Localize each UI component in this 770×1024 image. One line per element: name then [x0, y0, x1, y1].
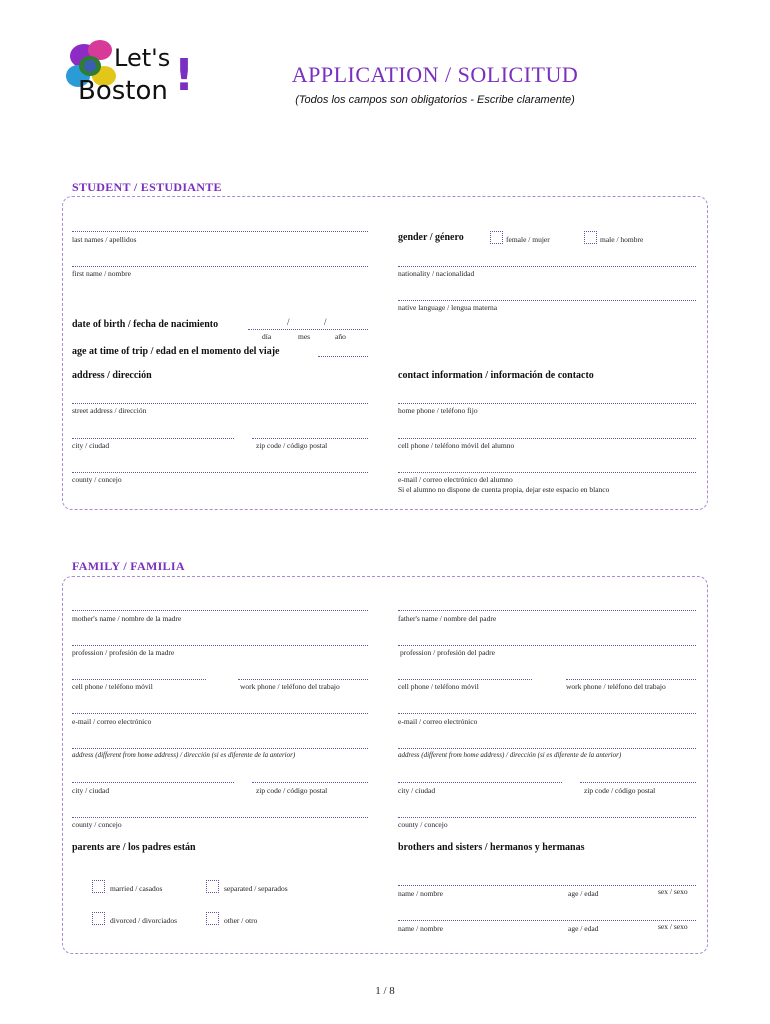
father-city-line[interactable] — [398, 782, 562, 783]
siblings-label: brothers and sisters / hermanos y hermanas — [398, 842, 585, 853]
mother-profession-label: profession / profesión de la madre — [72, 648, 175, 657]
mother-zip-line[interactable] — [252, 782, 368, 783]
nationality-label: nationality / nacionalidad — [398, 269, 475, 278]
dob-month: mes — [298, 332, 311, 341]
father-profession-label: profession / profesión del padre — [400, 648, 495, 657]
zip-label: zip code / código postal — [256, 441, 328, 450]
female-checkbox[interactable] — [490, 231, 503, 244]
separated-checkbox[interactable] — [206, 880, 219, 893]
mother-zip-label: zip code / código postal — [256, 786, 328, 795]
sibling2-name-label: name / nombre — [398, 924, 443, 933]
father-cell-label: cell phone / teléfono móvil — [398, 682, 479, 691]
father-cell-line[interactable] — [398, 679, 532, 680]
dob-sep-2: / — [324, 317, 327, 327]
female-label: female / mujer — [506, 235, 550, 244]
father-name-label: father's name / nombre del padre — [398, 614, 497, 623]
email-student-label: e-mail / correo electrónico del alumno — [398, 475, 513, 484]
email-student-line[interactable] — [398, 472, 696, 473]
father-email-line[interactable] — [398, 713, 696, 714]
male-checkbox[interactable] — [584, 231, 597, 244]
father-address-line[interactable] — [398, 748, 696, 749]
dob-line[interactable] — [248, 329, 368, 330]
county-label: county / concejo — [72, 475, 122, 484]
page-subtitle: (Todos los campos son obligatorios - Escribe claramente) — [295, 94, 575, 106]
father-profession-line[interactable] — [398, 645, 696, 646]
student-section-title: STUDENT / ESTUDIANTE — [72, 180, 222, 194]
mother-county-line[interactable] — [72, 817, 368, 818]
first-name-line[interactable] — [72, 266, 368, 267]
mother-city-line[interactable] — [72, 782, 234, 783]
father-email-label: e-mail / correo electrónico — [398, 717, 478, 726]
county-line[interactable] — [72, 472, 368, 473]
nationality-line[interactable] — [398, 266, 696, 267]
mother-address-label: address (different from home address) / dirección (si es diferente de la anterior) — [72, 751, 296, 759]
divorced-label: divorced / divorciados — [110, 916, 178, 925]
native-language-label: native language / lengua materna — [398, 303, 498, 312]
dob-year: año — [335, 332, 346, 341]
mother-cell-line[interactable] — [72, 679, 206, 680]
contact-label: contact information / información de contacto — [398, 370, 594, 381]
mother-work-line[interactable] — [238, 679, 368, 680]
father-address-label: address (different from home address) / dirección (si es diferente de la anterior) — [398, 751, 622, 759]
street-line[interactable] — [72, 403, 368, 404]
married-checkbox[interactable] — [92, 880, 105, 893]
dob-sep-1: / — [287, 317, 290, 327]
gender-label: gender / género — [398, 232, 464, 243]
sibling2-line[interactable] — [398, 920, 696, 921]
city-label: city / ciudad — [72, 441, 110, 450]
home-phone-label: home phone / teléfono fijo — [398, 406, 478, 415]
other-label: other / otro — [224, 916, 258, 925]
age-line[interactable] — [318, 356, 368, 357]
cell-student-line[interactable] — [398, 438, 696, 439]
mother-county-label: county / concejo — [72, 820, 122, 829]
father-county-label: county / concejo — [398, 820, 448, 829]
logo-exclaim: ! — [174, 50, 195, 101]
sibling2-age-label: age / edad — [568, 924, 599, 933]
logo-line2: Boston — [78, 76, 168, 106]
zip-line[interactable] — [252, 438, 368, 439]
sibling1-name-label: name / nombre — [398, 889, 443, 898]
mother-name-label: mother's name / nombre de la madre — [72, 614, 182, 623]
mother-name-line[interactable] — [72, 610, 368, 611]
family-frame — [62, 576, 708, 954]
logo-line1: Let's — [114, 44, 171, 72]
home-phone-line[interactable] — [398, 403, 696, 404]
address-label: address / dirección — [72, 370, 152, 381]
page-number: 1 / 8 — [375, 985, 395, 997]
father-zip-label: zip code / código postal — [584, 786, 656, 795]
sibling2-sex-label: sex / sexo — [658, 922, 688, 931]
age-label: age at time of trip / edad en el momento del viaje — [72, 346, 280, 357]
parents-label: parents are / los padres están — [72, 842, 196, 853]
mother-work-label: work phone / teléfono del trabajo — [240, 682, 340, 691]
father-city-label: city / ciudad — [398, 786, 436, 795]
father-zip-line[interactable] — [580, 782, 696, 783]
cell-student-label: cell phone / teléfono móvil del alumno — [398, 441, 515, 450]
native-language-line[interactable] — [398, 300, 696, 301]
father-county-line[interactable] — [398, 817, 696, 818]
separated-label: separated / separados — [224, 884, 288, 893]
sibling1-line[interactable] — [398, 885, 696, 886]
sibling1-age-label: age / edad — [568, 889, 599, 898]
mother-address-line[interactable] — [72, 748, 368, 749]
dob-day: día — [262, 332, 272, 341]
sibling1-sex-label: sex / sexo — [658, 887, 688, 896]
last-names-label: last names / apellidos — [72, 235, 137, 244]
mother-email-label: e-mail / correo electrónico — [72, 717, 152, 726]
divorced-checkbox[interactable] — [92, 912, 105, 925]
family-section-title: FAMILY / FAMILIA — [72, 559, 185, 573]
father-work-label: work phone / teléfono del trabajo — [566, 682, 666, 691]
mother-city-label: city / ciudad — [72, 786, 110, 795]
street-label: street address / dirección — [72, 406, 147, 415]
dob-label: date of birth / fecha de nacimiento — [72, 319, 219, 330]
male-label: male / hombre — [600, 235, 644, 244]
other-checkbox[interactable] — [206, 912, 219, 925]
father-name-line[interactable] — [398, 610, 696, 611]
married-label: married / casados — [110, 884, 163, 893]
father-work-line[interactable] — [566, 679, 696, 680]
mother-cell-label: cell phone / teléfono móvil — [72, 682, 153, 691]
mother-profession-line[interactable] — [72, 645, 368, 646]
mother-email-line[interactable] — [72, 713, 368, 714]
city-line[interactable] — [72, 438, 234, 439]
page-title: APPLICATION / SOLICITUD — [291, 62, 579, 87]
last-names-line[interactable] — [72, 231, 368, 232]
email-note: Si el alumno no dispone de cuenta propia, dejar este espacio en blanco — [398, 485, 610, 494]
first-name-label: first name / nombre — [72, 269, 131, 278]
